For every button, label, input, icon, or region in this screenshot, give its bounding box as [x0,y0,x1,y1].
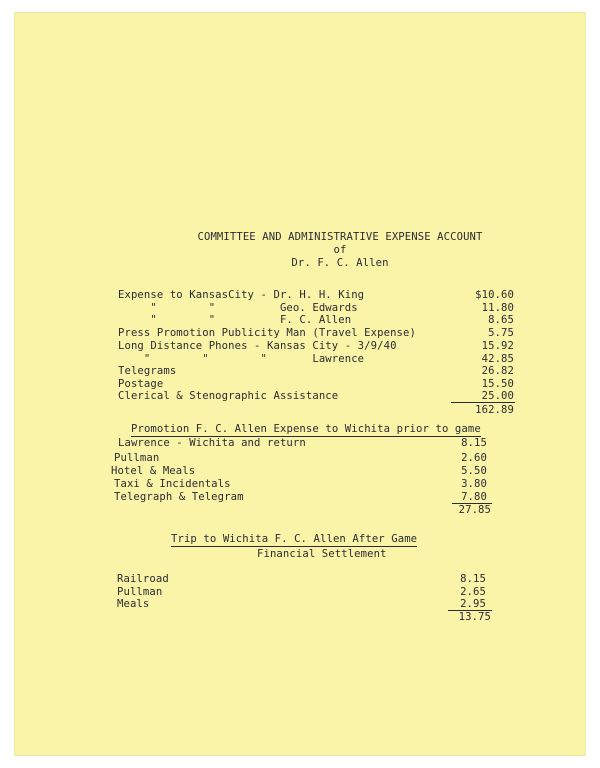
expense-amount: 5.50 [461,465,487,477]
document-title: COMMITTEE AND ADMINISTRATIVE EXPENSE ACCOUNT [197,231,483,243]
section-total: 27.85 [458,504,491,516]
expense-amount: 42.85 [481,353,514,365]
expense-amount: 5.75 [488,327,514,339]
expense-amount: 8.65 [488,314,514,326]
expense-amount: 7.80 [461,491,487,503]
expense-label: Telegrams [118,365,177,377]
expense-amount: 15.92 [481,340,514,352]
expense-row [118,314,514,327]
document-title-name: Dr. F. C. Allen [291,257,389,269]
expense-row [114,452,510,465]
expense-label: Taxi & Incidentals [114,478,231,490]
expense-label: Telegraph & Telegram [114,491,244,503]
expense-amount: 2.65 [460,586,486,598]
expense-amount: 11.80 [481,302,514,314]
expense-amount: 25.00 [481,390,514,402]
expense-row [117,573,513,586]
expense-amount: 3.80 [461,478,487,490]
expense-label: Clerical & Stenographic Assistance [118,390,339,402]
expense-row [118,437,514,450]
expense-label: Hotel & Meals [111,465,196,477]
expense-label: Pullman [114,452,160,464]
expense-row [118,289,514,302]
expense-row [114,491,510,504]
expense-row [118,327,514,340]
expense-label: " " Geo. Edwards [118,302,358,314]
expense-amount: 2.60 [461,452,487,464]
expense-amount: $10.60 [475,289,514,301]
expense-label: Long Distance Phones - Kansas City - 3/9/40 [118,340,397,352]
document-page [14,12,586,756]
expense-row [114,478,510,491]
expense-amount: 26.82 [481,365,514,377]
section-total: 13.75 [458,611,491,623]
section-heading: Promotion F. C. Allen Expense to Wichita prior to game [131,423,481,435]
expense-label: Meals [117,598,150,610]
expense-label: Press Promotion Publicity Man (Travel Expense) [118,327,416,339]
section-subheading: Financial Settlement [257,548,387,560]
expense-label: Railroad [117,573,169,585]
expense-amount: 15.50 [481,378,514,390]
expense-label: Lawrence - Wichita and return [118,437,306,449]
section-heading: Trip to Wichita F. C. Allen After Game [171,533,418,545]
expense-amount: 8.15 [460,573,486,585]
section-total: 162.89 [475,404,514,416]
expense-label: Postage [118,378,164,390]
expense-amount: 8.15 [461,437,487,449]
expense-row [111,465,507,478]
expense-label: Expense to KansasCity - Dr. H. H. King [118,289,365,301]
sum-rule [451,402,515,403]
document-title-of: of [333,244,347,256]
expense-row [118,365,514,378]
expense-label: " " F. C. Allen [118,314,352,326]
expense-amount: 2.95 [460,598,486,610]
expense-row [118,340,514,353]
expense-label: Pullman [117,586,163,598]
expense-label: " " " Lawrence [118,353,365,365]
